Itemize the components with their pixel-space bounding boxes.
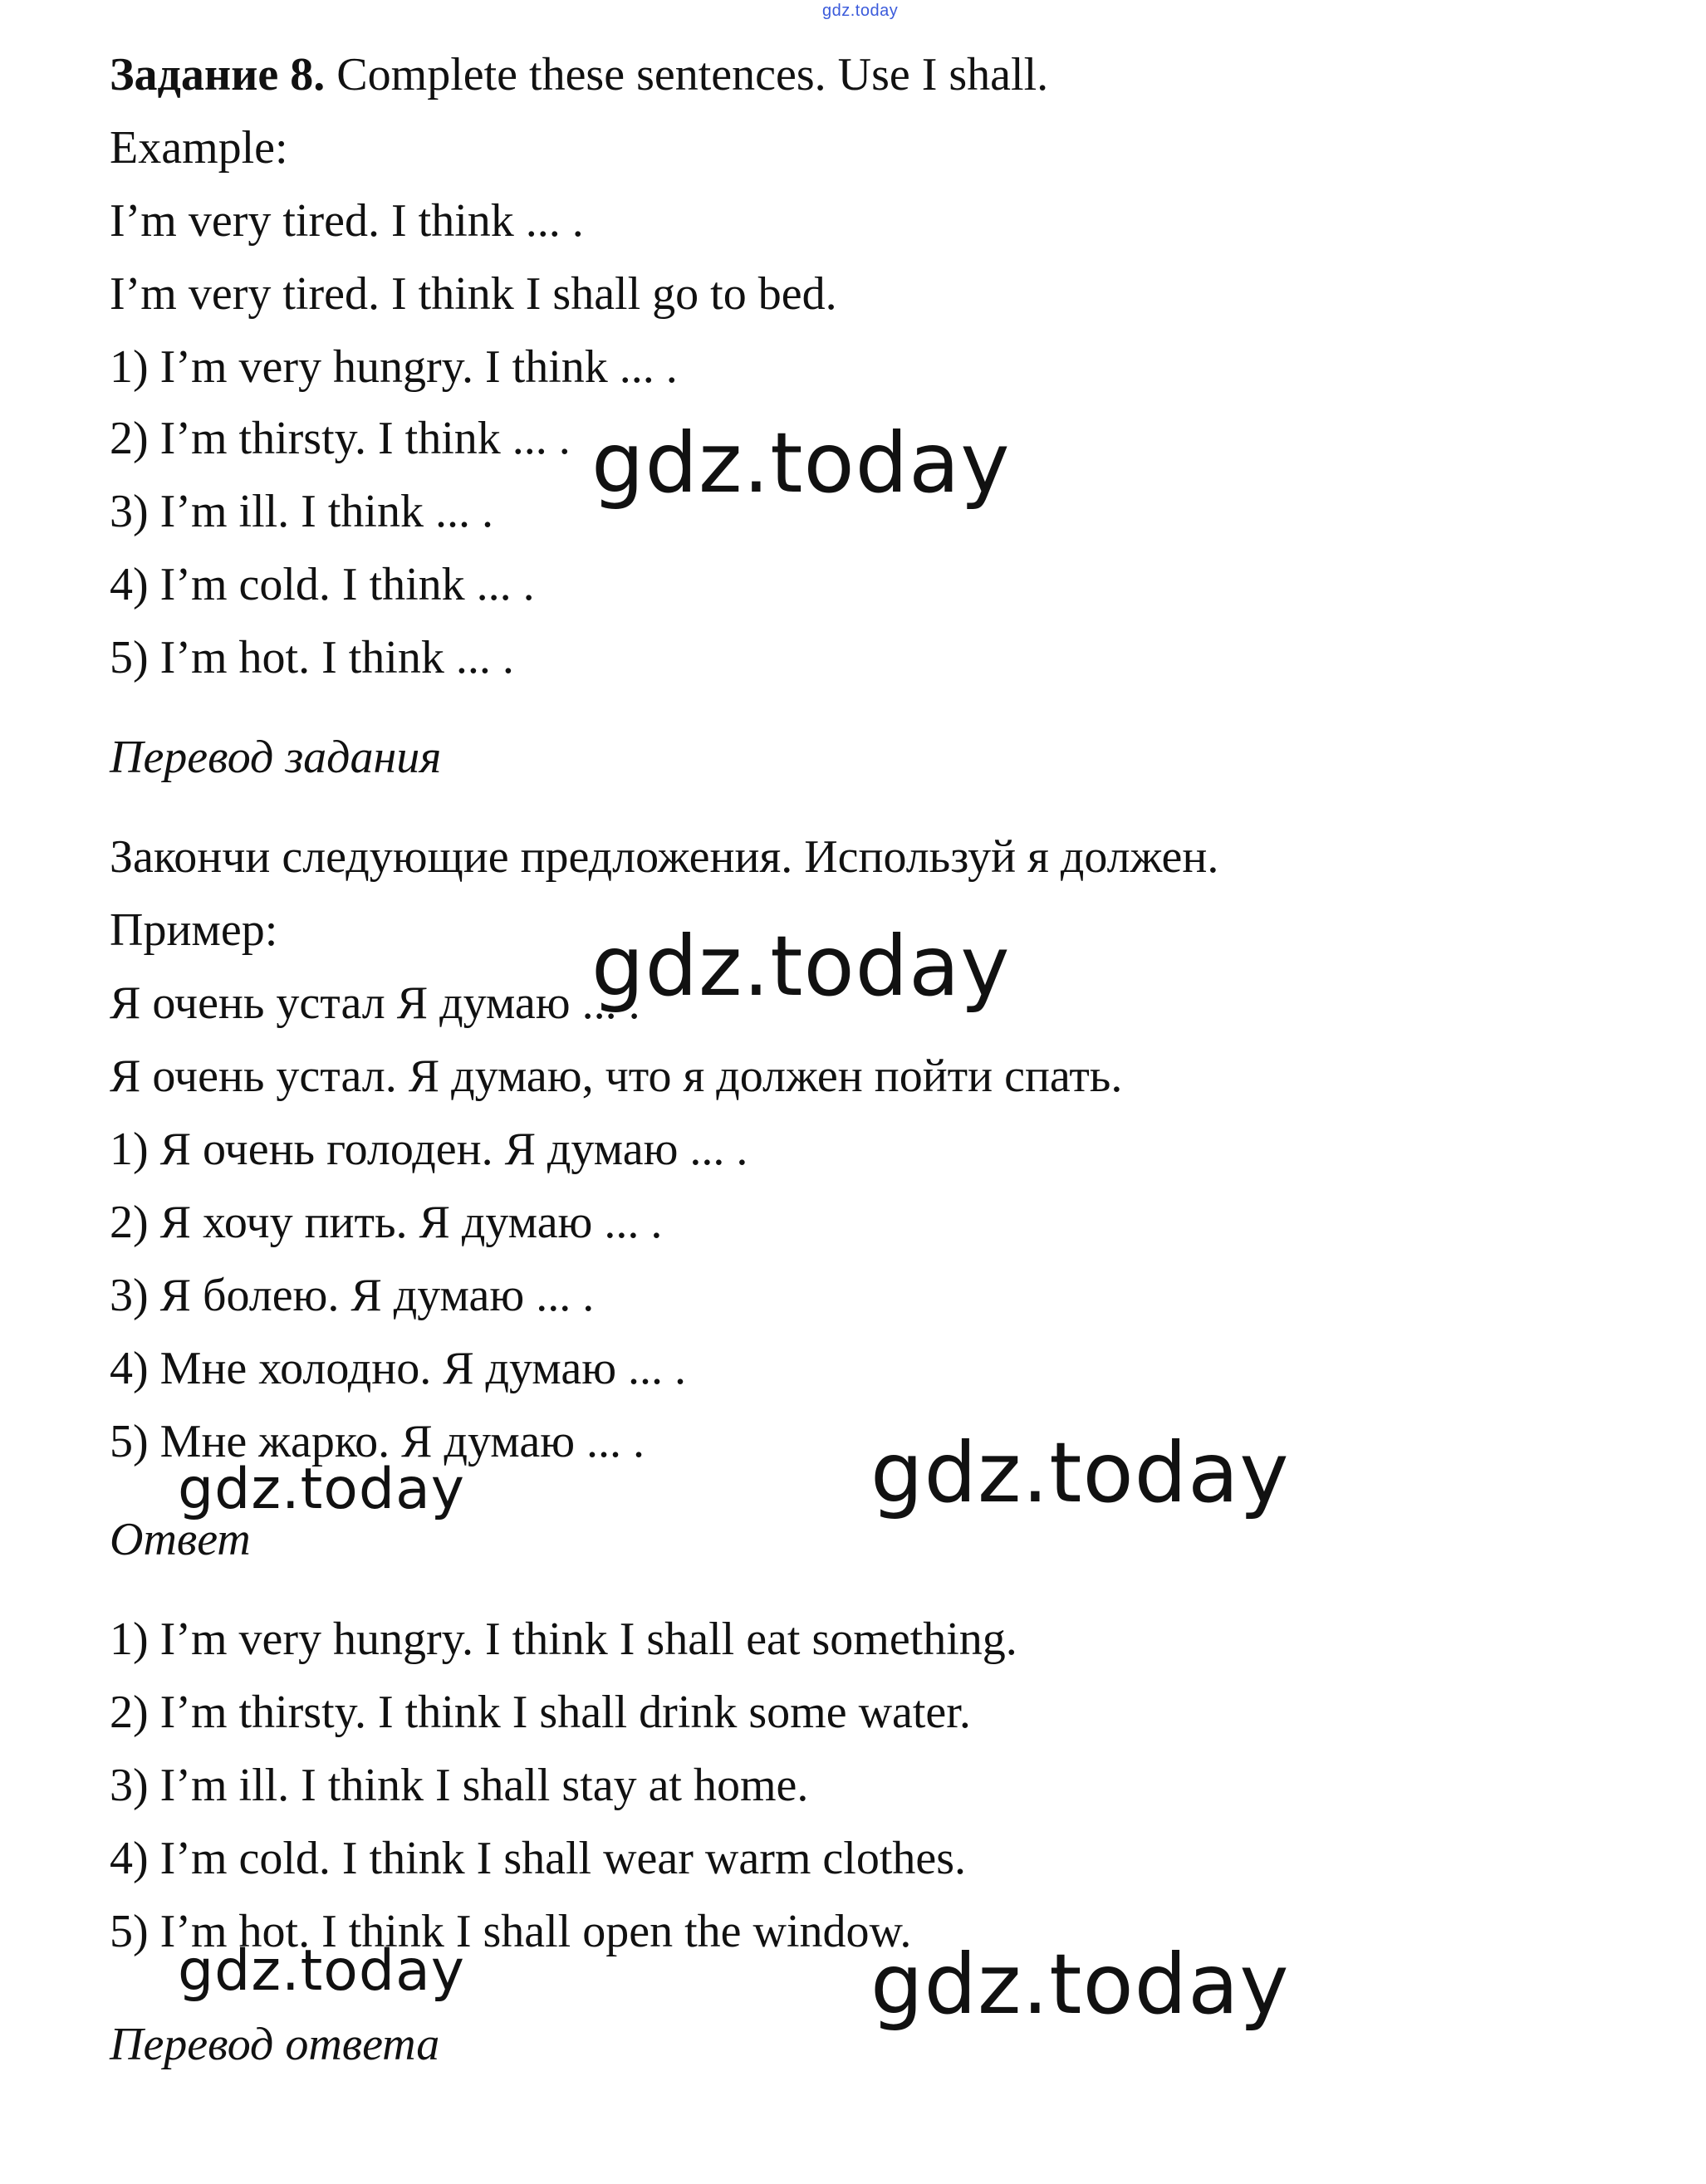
task-item-5: 5) I’m hot. I think ... .	[110, 632, 514, 683]
watermark-4: gdz.today	[178, 1457, 465, 1522]
answer-item-5: 5) I’m hot. I think I shall open the window.	[110, 1906, 912, 1957]
answer-item-1: 1) I’m very hungry. I think I shall eat something.	[110, 1614, 1017, 1665]
translation-item-5: 5) Мне жарко. Я думаю ... .	[110, 1416, 645, 1467]
translation-item-1: 1) Я очень голоден. Я думаю ... .	[110, 1124, 748, 1175]
answer-item-2: 2) I’m thirsty. I think I shall drink some water.	[110, 1687, 971, 1738]
translation-instruction: Закончи следующие предложения. Используй я должен.	[110, 831, 1219, 883]
answer-item-4: 4) I’m cold. I think I shall wear warm clothes.	[110, 1833, 967, 1884]
task-example-label: Example:	[110, 122, 288, 174]
watermark-2: gdz.today	[591, 918, 1011, 1015]
task-title	[110, 51, 1048, 98]
task-item-2: 2) I’m thirsty. I think ... .	[110, 413, 571, 464]
watermark-5: gdz.today	[178, 1938, 465, 2004]
translation-example-answer: Я очень устал. Я думаю, что я должен пойти спать.	[110, 1050, 1123, 1102]
header-watermark: gdz.today	[822, 2, 899, 20]
task-example-prompt: I’m very tired. I think ... .	[110, 195, 584, 247]
watermark-6: gdz.today	[870, 1936, 1290, 2033]
watermark-3: gdz.today	[870, 1424, 1290, 1521]
answer-translation-heading: Перевод ответа	[110, 2019, 440, 2070]
task-item-1: 1) I’m very hungry. I think ... .	[110, 341, 678, 393]
answer-heading: Ответ	[110, 1514, 251, 1565]
translation-example-label: Пример:	[110, 904, 278, 956]
answer-item-3: 3) I’m ill. I think I shall stay at home.	[110, 1760, 809, 1811]
translation-item-2: 2) Я хочу пить. Я думаю ... .	[110, 1197, 663, 1248]
translation-item-3: 3) Я болею. Я думаю ... .	[110, 1270, 595, 1321]
task-number: Задание 8.	[110, 49, 326, 100]
task-instruction: Complete these sentences. Use I shall.	[325, 49, 1049, 100]
task-item-3: 3) I’m ill. I think ... .	[110, 486, 493, 537]
task-item-4: 4) I’m cold. I think ... .	[110, 559, 535, 610]
watermark-1: gdz.today	[591, 414, 1011, 512]
translation-example-prompt: Я очень устал Я думаю ... .	[110, 977, 640, 1029]
task-example-answer: I’m very tired. I think I shall go to bed.	[110, 268, 837, 320]
translation-heading: Перевод задания	[110, 732, 442, 783]
translation-item-4: 4) Мне холодно. Я думаю ... .	[110, 1343, 687, 1394]
